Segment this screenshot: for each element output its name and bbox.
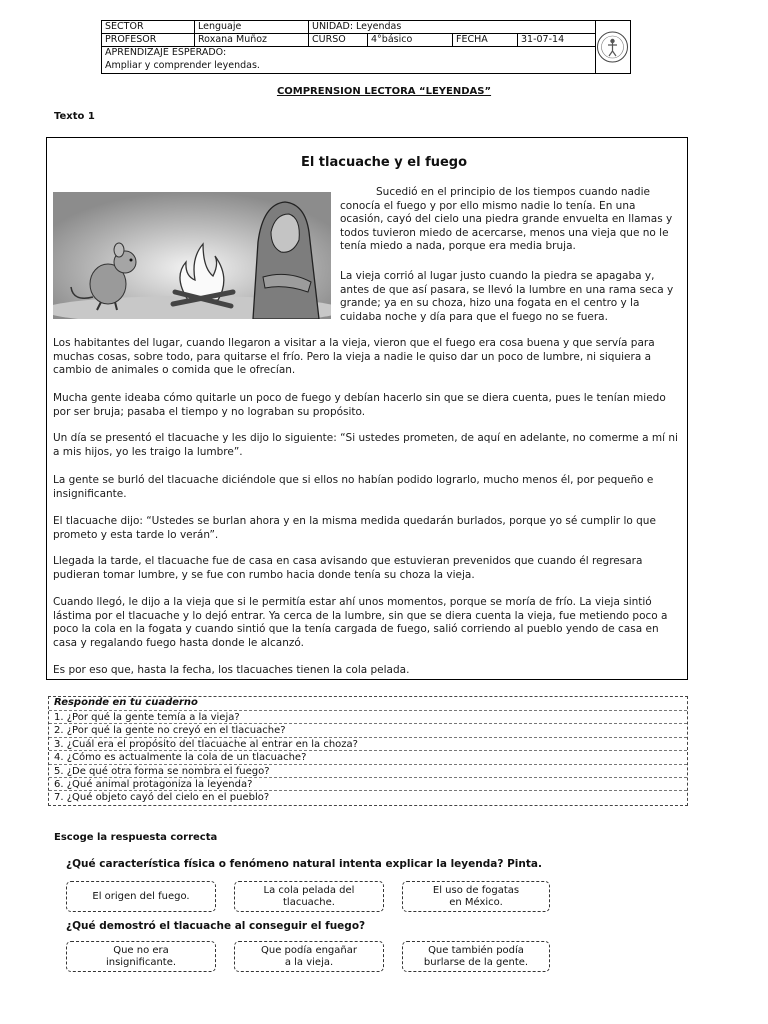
choice-question-1: ¿Qué característica física o fenómeno natural intenta explicar la leyenda? Pinta. [66, 858, 542, 870]
story-paragraph-8: Llegada la tarde, el tlacuache fue de casa en casa avisando que estuvieran prevenidos que cuando él regresara pudieran tomar lumbre, y se fue con rumbo hacia donde tenía su choza la vieja. [53, 555, 643, 581]
choice-2-option-a[interactable]: Que no era insignificante. [66, 941, 216, 972]
page-title: COMPRENSION LECTORA “LEYENDAS” [276, 86, 492, 97]
aprendizaje-label: APRENDIZAJE ESPERADO: [105, 47, 227, 58]
question-item: 6. ¿Qué animal protagoniza la leyenda? [49, 777, 687, 790]
section-label: Texto 1 [54, 111, 95, 122]
question-item: 5. ¿De qué otra forma se nombra el fuego? [49, 764, 687, 777]
profesor-label: PROFESOR [105, 34, 157, 45]
choice-question-2: ¿Qué demostró el tlacuache al conseguir el fuego? [66, 920, 366, 932]
story-paragraph-6: La gente se burló del tlacuache diciéndole que si ellos no habían podido lograrlo, mucho menos él, por pequeño e insignificante. [53, 474, 654, 500]
story-paragraph-3: Los habitantes del lugar, cuando llegaron a visitar a la vieja, vieron que el fuego era cosa buena y que servía para muchas cosas, sobre todo, para quitarse el frío. Pero la vieja a nadie le quiso dar un poco de lumbre, ni siquiera a cambio de animales o comida que le ofrecían. [53, 337, 655, 377]
question-item: 1. ¿Por qué la gente temía a la vieja? [49, 710, 687, 723]
question-item: 4. ¿Cómo es actualmente la cola de un tlacuache? [49, 750, 687, 763]
choice-2-option-c[interactable]: Que también podía burlarse de la gente. [402, 941, 550, 972]
story-paragraph-4: Mucha gente ideaba cómo quitarle un poco de fuego y debían hacerlo sin que se diera cuenta, pues le tenían miedo por ser bruja; pasaba el tiempo y no lograban su propósito. [53, 392, 666, 418]
fecha-label: FECHA [456, 34, 488, 45]
header-table [101, 20, 631, 74]
choice-1-option-c[interactable]: El uso de fogatas en México. [402, 881, 550, 912]
sector-value: Lenguaje [198, 21, 242, 32]
story-paragraph-2: La vieja corrió al lugar justo cuando la piedra se apagaba y, antes de que así pasara, se llevó la lumbre en una rama seca y grande; ya en su choza, hizo una fogata en el centro y la cuidaba noche y día para que el fuego no se fuera. [340, 270, 674, 323]
story-paragraph-1: Sucedió en el principio de los tiempos cuando nadie conocía el fuego y por ello mismo nadie lo tenía. En una ocasión, cayó del cielo una piedra grande envuelta en llamas y todos tuvieron miedo de acercarse, menos una vieja que no le tenía miedo a nada, porque era media bruja. [340, 186, 673, 253]
school-logo [594, 20, 631, 74]
fecha-value: 31-07-14 [521, 34, 565, 45]
questions-heading: Responde en tu cuaderno [54, 697, 198, 708]
curso-label: CURSO [312, 34, 346, 45]
choice-1-option-b[interactable]: La cola pelada del tlacuache. [234, 881, 384, 912]
choice-2-option-b[interactable]: Que podía engañar a la vieja. [234, 941, 384, 972]
choice-heading: Escoge la respuesta correcta [54, 832, 218, 843]
profesor-value: Roxana Muñoz [198, 34, 268, 45]
question-item: 3. ¿Cuál era el propósito del tlacuache al entrar en la choza? [49, 737, 687, 750]
question-item: 2. ¿Por qué la gente no creyó en el tlacuache? [49, 723, 687, 736]
story-title: El tlacuache y el fuego [300, 155, 468, 170]
story-paragraph-9: Cuando llegó, le dijo a la vieja que si le permitía estar ahí unos momentos, porque se moría de frío. La vieja sintió lástima por el tlacuache y lo dejó entrar. Ya cerca de la lumbre, sin que se diera cuenta la vieja, fue metiendo poco a poco la cola en la fogata y cuando sintió que la tenía cargada de fuego, salió corriendo al pueblo yendo de casa en casa y regalando fuego hasta donde le alcanzó. [53, 596, 668, 649]
sector-label: SECTOR [105, 21, 144, 32]
story-paragraph-7: El tlacuache dijo: “Ustedes se burlan ahora y en la misma medida quedarán burlados, porque yo sé cumplir lo que prometo y esta tarde lo verán”. [53, 515, 656, 541]
unidad-label: UNIDAD: Leyendas [312, 21, 402, 32]
curso-value: 4°básico [371, 34, 413, 45]
story-paragraph-5: Un día se presentó el tlacuache y les dijo lo siguiente: “Si ustedes prometen, de aquí en adelante, no comerme a mí ni a mis hijos, yo les traigo la lumbre”. [53, 432, 678, 458]
question-item: 7. ¿Qué objeto cayó del cielo en el pueblo? [49, 790, 687, 803]
aprendizaje-value: Ampliar y comprender leyendas. [105, 60, 260, 71]
story-illustration [53, 192, 331, 319]
choice-1-option-a[interactable]: El origen del fuego. [66, 881, 216, 912]
story-paragraph-10: Es por eso que, hasta la fecha, los tlacuaches tienen la cola pelada. [53, 664, 410, 676]
